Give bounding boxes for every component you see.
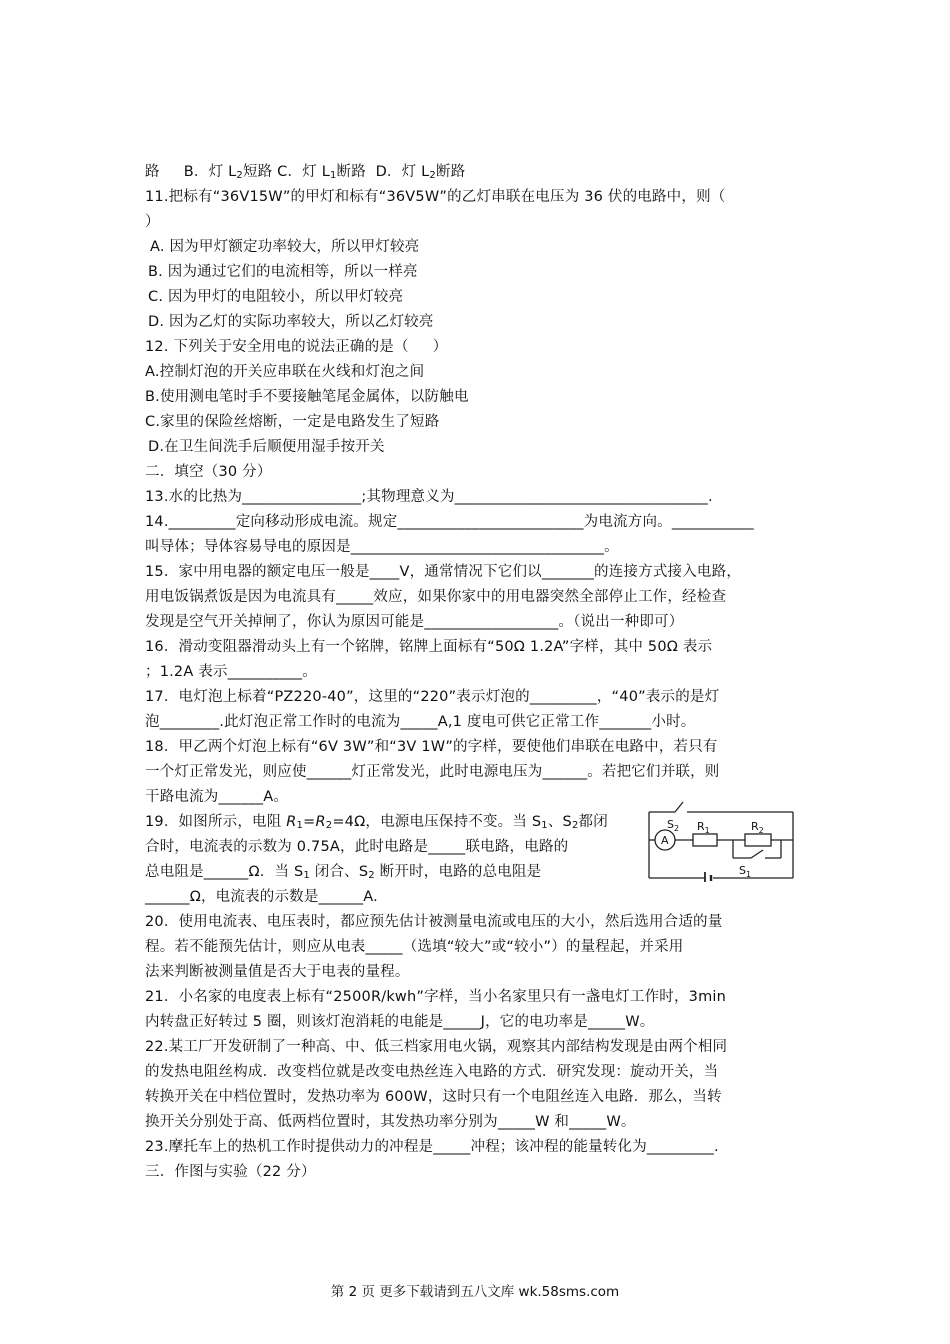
- switch-s2-blade: [675, 802, 683, 812]
- option-12c: C.家里的保险丝熔断，一定是电路发生了短路: [145, 414, 440, 430]
- option-11a: A. 因为甲灯额定功率较大，所以甲灯较亮: [150, 239, 420, 255]
- question-16-line1: 16．滑动变阻器滑动头上有一个铭牌，铭牌上面标有“50Ω 1.2A”字样，其中 50Ω 表示: [145, 639, 713, 655]
- question-18-line1: 18．甲乙两个灯泡上标有“6V 3W”和“3V 1W”的字样，要使他们串联在电路中，若只有: [145, 739, 718, 755]
- question-19-line4: ______Ω，电流表的示数是______A.: [145, 889, 378, 905]
- s2-label: $S_2$: [667, 818, 680, 833]
- question-19-line1: 19．如图所示，电阻 $R_1=R_2=4\Omega$，电源电压保持不变。当 $S_1$、$S_2$都闭: [145, 814, 608, 831]
- question-15-line1: 15．家中用电器的额定电压一般是____V，通常情况下它们以_______的连接方式接入电路，: [145, 564, 742, 580]
- question-11: 11.把标有“36V15W”的甲灯和标有“36V5W”的乙灯串联在电压为 36 伏的电路中，则（: [145, 189, 726, 205]
- option-11c: C. 因为甲灯的电阻较小，所以甲灯较亮: [148, 289, 404, 305]
- section-heading-3: 三．作图与实验（22 分）: [145, 1164, 316, 1180]
- question-17-line2: 泡________.此灯泡正常工作时的电流为_____A,1 度电可供它正常工作_______小时。: [145, 714, 696, 730]
- option-12d: D.在卫生间洗手后顺便用湿手按开关: [148, 439, 385, 455]
- question-11-bracket: ）: [145, 214, 160, 230]
- question-15-line3: 发现是空气开关掉闸了，你认为原因可能是__________________。（说出一种即可）: [145, 614, 684, 630]
- question-16-line2: ；1.2A 表示__________。: [145, 664, 317, 680]
- r1-label: $R_1$: [697, 820, 710, 835]
- switch-s1-blade: [751, 850, 763, 858]
- question-22-line4: 换开关分别处于高、低两档位置时，其发热功率分别为_____W 和_____W。: [145, 1114, 636, 1130]
- option-11b: B. 因为通过它们的电流相等，所以一样亮: [148, 264, 418, 280]
- resistor-r2: [745, 834, 771, 846]
- resistor-r1: [693, 834, 717, 846]
- question-21-line2: 内转盘正好转过 5 圈，则该灯泡消耗的电能是_____J，它的电功率是_____W。: [145, 1014, 655, 1030]
- question-21-line1: 21．小名家的电度表上标有“2500R/kwh”字样，当小名家里只有一盏电灯工作时，3min: [145, 989, 727, 1005]
- s1-label: $S_1$: [739, 864, 752, 879]
- question-14-line2: 叫导体；导体容易导电的原因是__________________________________。: [145, 539, 619, 555]
- question-20-line1: 20．使用电流表、电压表时，都应预先估计被测量电流或电压的大小，然后选用合适的量: [145, 914, 723, 930]
- question-13: 13.水的比热为________________;其物理意义为__________________________________.: [145, 489, 713, 505]
- question-23: 23.摩托车上的热机工作时提供动力的冲程是_____冲程；该冲程的能量转化为_________.: [145, 1139, 719, 1155]
- question-15-line2: 用电饭锅煮饭是因为电流具有_____效应，如果你家中的用电器突然全部停止工作，经检查: [145, 589, 727, 605]
- page-footer: 第 2 页 更多下载请到五八文库 wk.58sms.com: [330, 1284, 620, 1300]
- question-14-line1: 14._________定向移动形成电流。规定_________________________为电流方向。___________: [145, 514, 754, 530]
- question-12: 12. 下列关于安全用电的说法正确的是（ ）: [145, 339, 448, 355]
- question-18-line2: 一个灯正常发光，则应使______灯正常发光，此时电源电压为______。若把它们并联，则: [145, 764, 720, 780]
- question-17-line1: 17．电灯泡上标着“PZ220-40”，这里的“220”表示灯泡的_________，“40”表示的是灯: [145, 689, 720, 705]
- question-22-line1: 22.某工厂开发研制了一种高、中、低三档家用电火锅，观察其内部结构发现是由两个相同: [145, 1039, 728, 1055]
- text-line: 路 B．灯 $L_2$短路 C．灯 $L_1$断路 D．灯 $L_2$断路: [145, 164, 466, 181]
- circuit-diagram: [645, 800, 797, 882]
- option-12a: A.控制灯泡的开关应串联在火线和灯泡之间: [145, 364, 425, 380]
- question-22-line3: 转换开关在中档位置时，发热功率为 600W，这时只有一个电阻丝连入电路．那么，当转: [145, 1089, 722, 1105]
- question-18-line3: 干路电流为______A。: [145, 789, 289, 805]
- r2-label: $R_2$: [751, 820, 764, 835]
- ammeter-label: A: [661, 834, 669, 847]
- question-19-line3: 总电阻是______Ω．当 $S_1$ 闭合、$S_2$ 断开时，电路的总电阻是: [145, 864, 542, 881]
- question-19-line2: 合时，电流表的示数为 0.75A，此时电路是_____联电路，电路的: [145, 839, 569, 855]
- section-heading-2: 二．填空（30 分）: [145, 464, 272, 480]
- question-20-line2: 程。若不能预先估计，则应从电表_____（选填“较大”或“较小”）的量程起，并采用: [145, 939, 684, 955]
- option-11d: D. 因为乙灯的实际功率较大，所以乙灯较亮: [148, 314, 434, 330]
- question-22-line2: 的发热电阻丝构成．改变档位就是改变电热丝连入电路的方式．研究发现：旋动开关，当: [145, 1064, 719, 1080]
- question-20-line3: 法来判断被测量值是否大于电表的量程。: [145, 964, 410, 980]
- option-12b: B.使用测电笔时手不要接触笔尾金属体，以防触电: [145, 389, 469, 405]
